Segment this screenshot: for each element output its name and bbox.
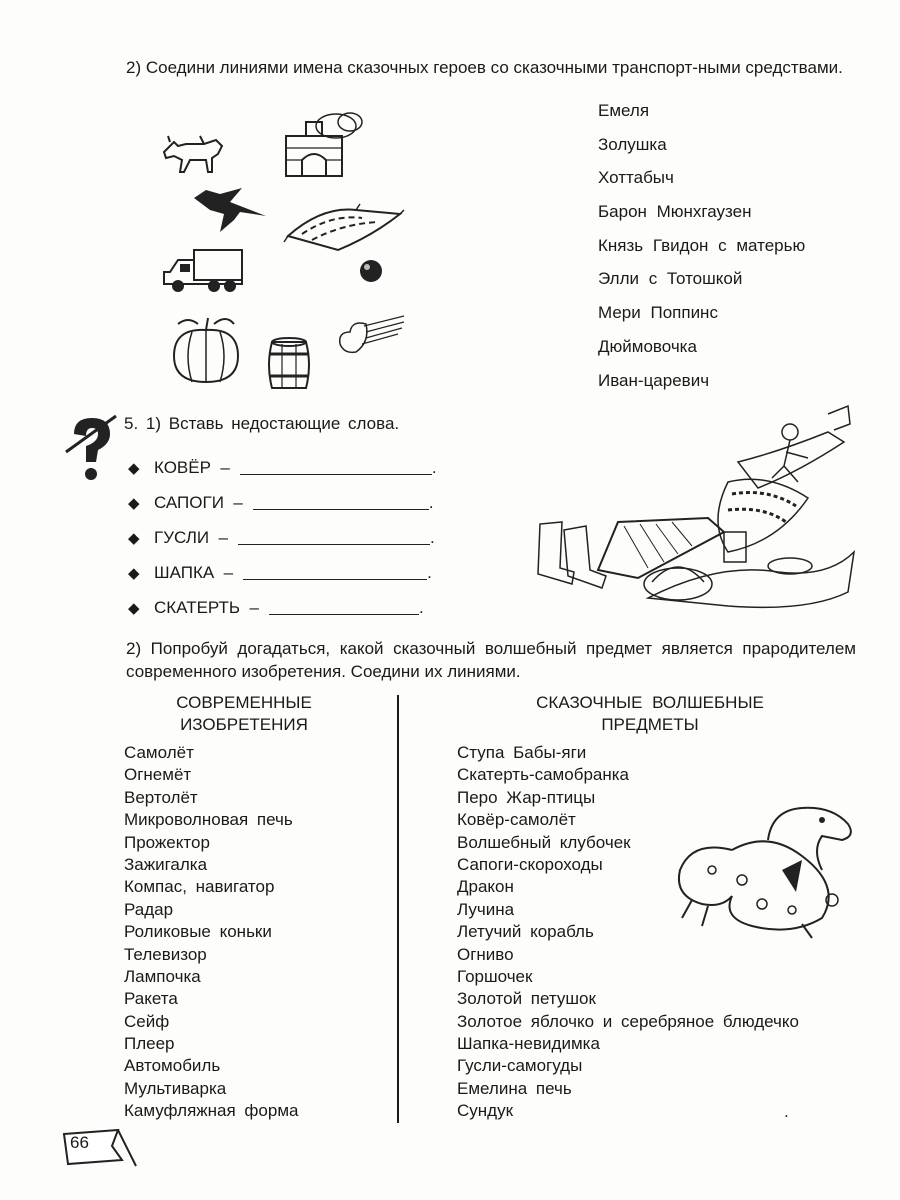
pumpkin-icon — [168, 312, 244, 384]
answer-blank[interactable] — [253, 495, 429, 510]
dragon-illustration — [672, 800, 862, 940]
fill-end: . — [427, 562, 432, 582]
invention-item: Роликовые коньки — [124, 922, 272, 942]
fill-row — [128, 450, 437, 485]
diamond-bullet-icon: ◆ — [128, 564, 140, 582]
invention-item: Автомобиль — [124, 1056, 221, 1076]
fill-dash: – — [223, 562, 234, 582]
trailing-dot: . — [784, 1102, 789, 1121]
fill-row — [128, 485, 437, 520]
fill-word: КОВЁР — [154, 457, 211, 477]
fill-word: ШАПКА — [154, 562, 215, 582]
invention-item: Вертолёт — [124, 787, 198, 807]
magic-item: Дракон — [457, 877, 514, 897]
fill-row — [128, 590, 437, 625]
fill-end: . — [428, 492, 434, 512]
wolf-icon — [160, 132, 226, 180]
magic-item: Огниво — [457, 944, 514, 964]
answer-blank[interactable] — [240, 460, 432, 475]
magic-item: Шапка-невидимка — [457, 1034, 600, 1054]
hero-item: Золушка — [598, 134, 667, 154]
column-divider — [397, 695, 399, 1123]
magic-item: Гусли-самогуды — [457, 1056, 583, 1076]
fill-word: ГУСЛИ — [154, 527, 210, 547]
magic-item: Ступа Бабы-яги — [457, 743, 587, 762]
inventions-list — [124, 742, 298, 1123]
magic-item: Золотое яблочко и серебряное блюдечко — [457, 1011, 799, 1031]
hero-item: Элли с Тотошкой — [598, 269, 743, 289]
magic-item: Сундук — [457, 1101, 514, 1121]
fill-word: СКАТЕРТЬ — [154, 597, 241, 617]
inventions-heading-line1: СОВРЕМЕННЫЕ — [176, 693, 312, 712]
hero-item: Мери Поппинс — [598, 303, 718, 323]
hero-item: Хоттабыч — [598, 168, 674, 188]
hero-item: Дюймовочка — [598, 336, 697, 356]
diamond-bullet-icon: ◆ — [128, 529, 140, 547]
invention-item: Плеер — [124, 1034, 175, 1054]
magic-item: Перо Жар-птицы — [457, 787, 596, 807]
magic-items-heading — [500, 692, 800, 736]
question-quill-icon — [60, 412, 120, 482]
flying-carpet-icon — [282, 196, 406, 256]
fill-dash: – — [249, 597, 259, 617]
page-number: 66 — [70, 1133, 89, 1152]
fill-row — [128, 555, 437, 590]
magic-item: Волшебный клубочек — [457, 832, 631, 852]
task2-instruction: 2) Соедини линиями имена сказочных героев со сказочными транспорт-ными средствами. — [126, 58, 843, 77]
task5-part2-instruction: 2) Попробуй догадаться, какой сказочный волшебный предмет является прародителем современного изобретения. Соедини их линиями. — [126, 639, 856, 681]
hero-item: Иван-царевич — [598, 370, 710, 390]
hero-item: Емеля — [598, 101, 650, 120]
magic-item: Лучина — [457, 899, 515, 919]
invention-item: Огнемёт — [124, 765, 192, 785]
fill-dash: – — [218, 527, 229, 547]
invention-item: Телевизор — [124, 944, 207, 964]
invention-item: Сейф — [124, 1011, 170, 1031]
invention-item: Зажигалка — [124, 854, 208, 874]
magic-item: Ковёр-самолёт — [457, 810, 576, 830]
task5-heading: 5. 1) Вставь недостающие слова. — [124, 414, 400, 433]
answer-blank[interactable] — [238, 530, 430, 545]
barrel-icon — [266, 336, 312, 394]
truck-icon — [160, 246, 246, 296]
heroes-list — [598, 100, 805, 403]
fill-dash: – — [233, 492, 243, 512]
inventions-heading-line2: ИЗОБРЕТЕНИЯ — [180, 715, 308, 734]
invention-item: Камуфляжная форма — [124, 1101, 299, 1121]
fill-end: . — [431, 457, 437, 477]
hero-item: Барон Мюнхгаузен — [598, 202, 752, 222]
invention-item: Самолёт — [124, 743, 194, 762]
fill-end: . — [418, 597, 424, 617]
fill-in-list — [128, 450, 437, 625]
magic-heading-line1: СКАЗОЧНЫЕ ВОЛШЕБНЫЕ — [536, 693, 764, 712]
magic-item: Емелина печь — [457, 1078, 572, 1098]
invention-item: Ракета — [124, 989, 178, 1009]
invention-item: Радар — [124, 899, 174, 919]
magic-heading-line2: ПРЕДМЕТЫ — [601, 715, 699, 734]
diamond-bullet-icon: ◆ — [128, 459, 140, 477]
swallow-icon — [190, 184, 270, 236]
diamond-bullet-icon: ◆ — [128, 599, 140, 617]
hero-item: Князь Гвидон с матерью — [598, 235, 806, 255]
magic-item: Скатерть-самобранка — [457, 765, 630, 785]
invention-item: Микроволновая печь — [124, 810, 293, 830]
diamond-bullet-icon: ◆ — [128, 494, 140, 512]
fill-word: САПОГИ — [154, 492, 224, 512]
magic-item: Золотой петушок — [457, 989, 596, 1009]
invention-item: Компас, навигатор — [124, 877, 275, 897]
ball-icon — [358, 258, 384, 284]
cloud-wind-icon — [336, 312, 408, 358]
fill-end: . — [430, 527, 435, 547]
invention-item: Мультиварка — [124, 1078, 227, 1098]
magic-item: Летучий корабль — [457, 922, 594, 942]
fill-row — [128, 520, 437, 555]
magic-item: Горшочек — [457, 966, 533, 986]
invention-item: Прожектор — [124, 832, 210, 852]
magic-item: Сапоги-скороходы — [457, 854, 603, 874]
answer-blank[interactable] — [243, 565, 427, 580]
fill-dash: – — [220, 457, 230, 477]
answer-blank[interactable] — [269, 600, 419, 615]
inventions-heading — [124, 692, 364, 736]
invention-item: Лампочка — [124, 966, 201, 986]
magic-items-illustration — [528, 402, 858, 614]
stove-icon — [276, 108, 364, 180]
